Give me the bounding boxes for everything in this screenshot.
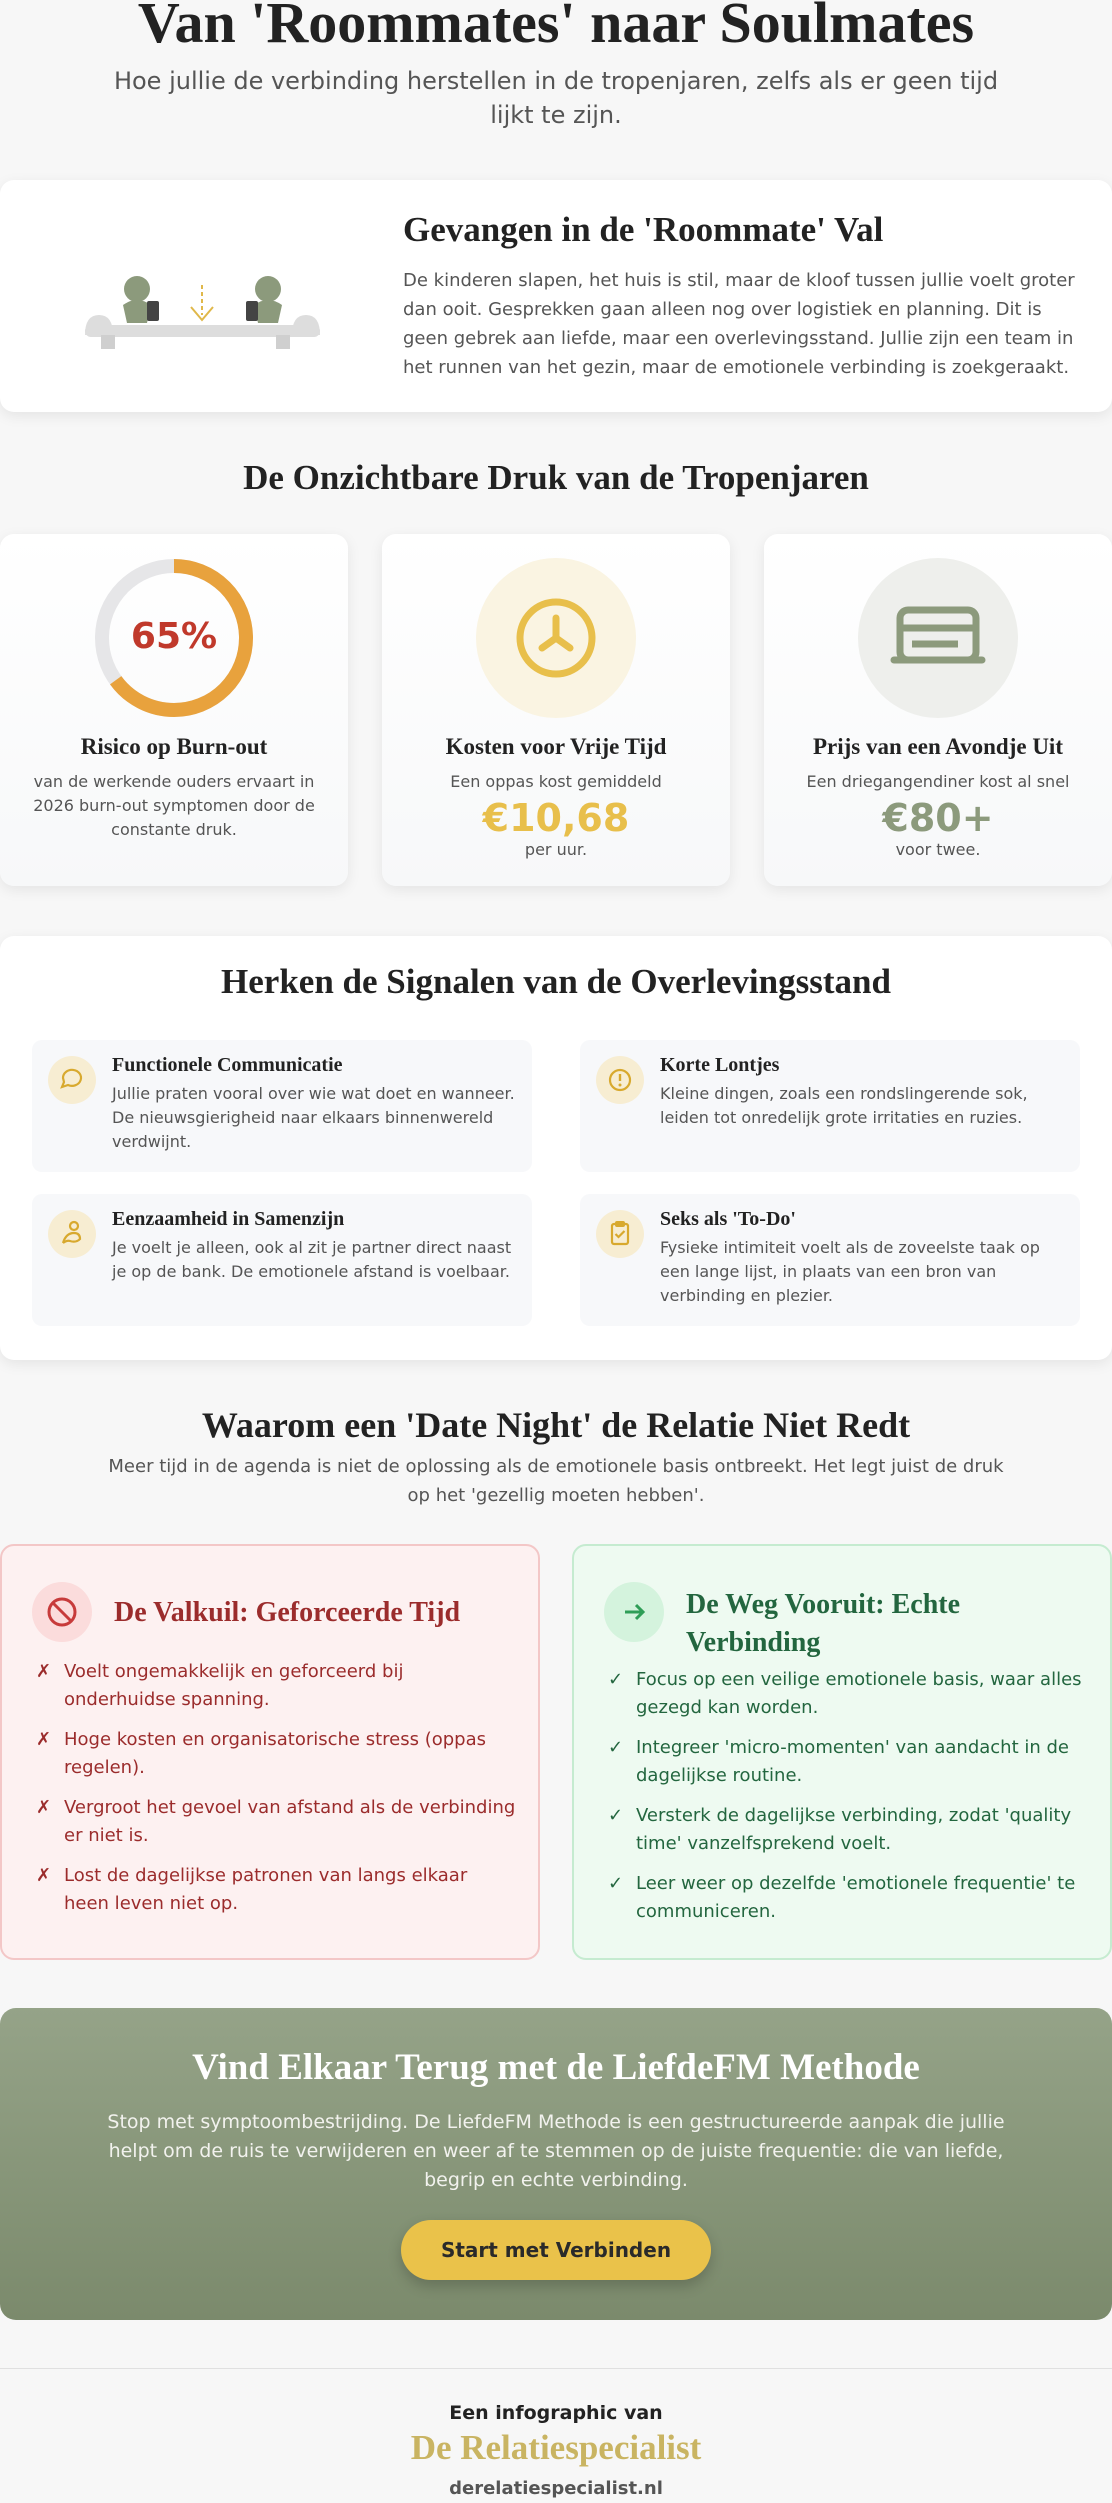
pressure-title: De Onzichtbare Druk van de Tropenjaren [243,458,869,497]
stat-title: Risico op Burn-out [80,734,268,759]
check-mark-icon: ✓ [608,1669,624,1690]
cta-text: Stop met symptoombestrijding. De LiefdeFM Methode is een gestructureerde aanpak die jullie helpt om de ruis te verwijderen en weer af te stemmen op de juiste frequentie: die van liefde, begrip en echte verbinding. [107,2111,1005,2191]
roommate-trap-card [0,180,1112,412]
cross-mark-icon: ✗ [36,1865,52,1886]
cta-banner [0,2008,1112,2320]
list-item-text: Hoge kosten en organisatorische stress (oppas regelen). [64,1729,487,1778]
lonely-person-icon [48,1210,96,1258]
no-entry-icon [32,1582,92,1642]
pitfall-title: De Valkuil: Geforceerde Tijd [114,1597,461,1628]
signal-item [580,1040,1080,1172]
stat-unit: voor twee. [895,840,981,859]
signal-title: Korte Lontjes [660,1054,780,1076]
signal-title: Eenzaamheid in Samenzijn [112,1208,345,1230]
signals-title: Herken de Signalen van de Overlevingsstand [221,962,891,1001]
way-forward-column [572,1544,1112,1960]
footer-brand: De Relatiespecialist [410,2428,702,2467]
list-item [608,1734,1088,1790]
stat-title: Kosten voor Vrije Tijd [445,734,667,759]
cross-mark-icon: ✗ [36,1797,52,1818]
signal-item [32,1040,532,1172]
stat-card-childcare [382,534,730,886]
alert-icon [596,1056,644,1104]
start-connecting-button[interactable]: Start met Verbinden [401,2220,711,2280]
arrow-right-icon [604,1582,664,1642]
signal-title: Functionele Communicatie [112,1054,343,1076]
stat-description: van de werkende ouders ervaart in 2026 burn-out symptomen door de constante druk. [33,772,315,839]
stat-title: Prijs van een Avondje Uit [812,734,1063,759]
signal-title: Seks als 'To-Do' [660,1208,796,1230]
footer-website-link[interactable]: derelatiespecialist.nl [449,2478,663,2499]
signals-card [0,936,1112,1360]
page-title: Van 'Roommates' naar Soulmates [137,0,975,55]
page-subtitle: Hoe jullie de verbinding herstellen in de tropenjaren, zelfs als er geen tijd lijkt te zijn. [113,67,999,129]
stat-value: €10,68 [482,796,630,840]
list-item-text: Leer weer op dezelfde 'emotionele frequentie' te communiceren. [636,1873,1076,1922]
pitfall-list [36,1658,516,1930]
signal-desc: Fysieke intimiteit voelt als de zoveelste taak op een lange lijst, in plaats van een bron van verbinding en plezier. [660,1238,1040,1305]
list-item [36,1726,516,1782]
footer-divider [0,2368,1112,2369]
why-subtitle: Meer tijd in de agenda is niet de oplossing als de emotionele basis ontbreekt. Het legt juist de druk op het 'gezellig moeten hebben'. [108,1456,1004,1506]
check-mark-icon: ✓ [608,1737,624,1758]
cross-mark-icon: ✗ [36,1661,52,1682]
list-item [36,1794,516,1850]
signal-item [580,1194,1080,1326]
clock-icon [476,558,636,718]
list-item-text: Focus op een veilige emotionele basis, waar alles gezegd kan worden. [636,1669,1082,1718]
dinner-icon-circle [858,558,1018,718]
pitfall-column [0,1544,540,1960]
stat-value: €80+ [882,796,994,840]
stat-description: Een oppas kost gemiddeld [450,772,662,791]
stat-card-burnout [0,534,348,886]
roommate-title: Gevangen in de 'Roommate' Val [403,210,884,249]
clock-icon-circle [476,558,636,718]
list-item-text: Versterk de dagelijkse verbinding, zodat 'quality time' vanzelfsprekend voelt. [636,1805,1072,1854]
check-mark-icon: ✓ [608,1873,624,1894]
way-forward-title: De Weg Vooruit: Echte Verbinding [686,1589,961,1658]
ticket-icon [858,558,1018,718]
list-item-text: Lost de dagelijkse patronen van langs elkaar heen leven niet op. [64,1865,468,1914]
why-title: Waarom een 'Date Night' de Relatie Niet Redt [201,1405,911,1445]
check-mark-icon: ✓ [608,1805,624,1826]
list-item [608,1870,1088,1926]
way-forward-list [608,1666,1088,1938]
signal-desc: Kleine dingen, zoals een rondslingerende sok, leiden tot onredelijk grote irritaties en ruzies. [660,1084,1028,1127]
clipboard-check-icon [596,1210,644,1258]
list-item [608,1802,1088,1858]
list-item [36,1658,516,1714]
stat-description: Een driegangendiner kost al snel [806,772,1070,791]
list-item-text: Voelt ongemakkelijk en geforceerd bij onderhuidse spanning. [64,1661,404,1710]
burnout-percentage: 65% [130,616,218,657]
signal-desc: Jullie praten vooral over wie wat doet en wanneer. De nieuwsgierigheid naar elkaars binnenwereld verdwijnt. [112,1084,515,1151]
footer-credit: Een infographic van [449,2402,663,2424]
stat-unit: per uur. [524,840,588,859]
list-item-text: Vergroot het gevoel van afstand als de verbinding er niet is. [64,1797,516,1846]
cross-mark-icon: ✗ [36,1729,52,1750]
list-item [36,1862,516,1918]
cta-title: Vind Elkaar Terug met de LiefdeFM Methode [192,2047,920,2088]
list-item-text: Integreer 'micro-momenten' van aandacht in de dagelijkse routine. [636,1737,1070,1786]
roommate-text: De kinderen slapen, het huis is stil, maar de kloof tussen jullie voelt groter dan ooit. Gesprekken gaan alleen nog over logistiek en planning. Dit is geen gebrek aan liefde, maar een overlevingsstand. Jullie zijn een team in het runnen van het gezin, maar de emotionele verbinding is zoekgeraakt. [403,270,1075,378]
list-item [608,1666,1088,1722]
chat-bubble-icon [48,1056,96,1104]
stat-card-dinner [764,534,1112,886]
signal-item [32,1194,532,1326]
couple-on-couch-icon [85,275,320,355]
signal-desc: Je voelt je alleen, ook al zit je partner direct naast je op de bank. De emotionele afstand is voelbaar. [112,1238,512,1281]
